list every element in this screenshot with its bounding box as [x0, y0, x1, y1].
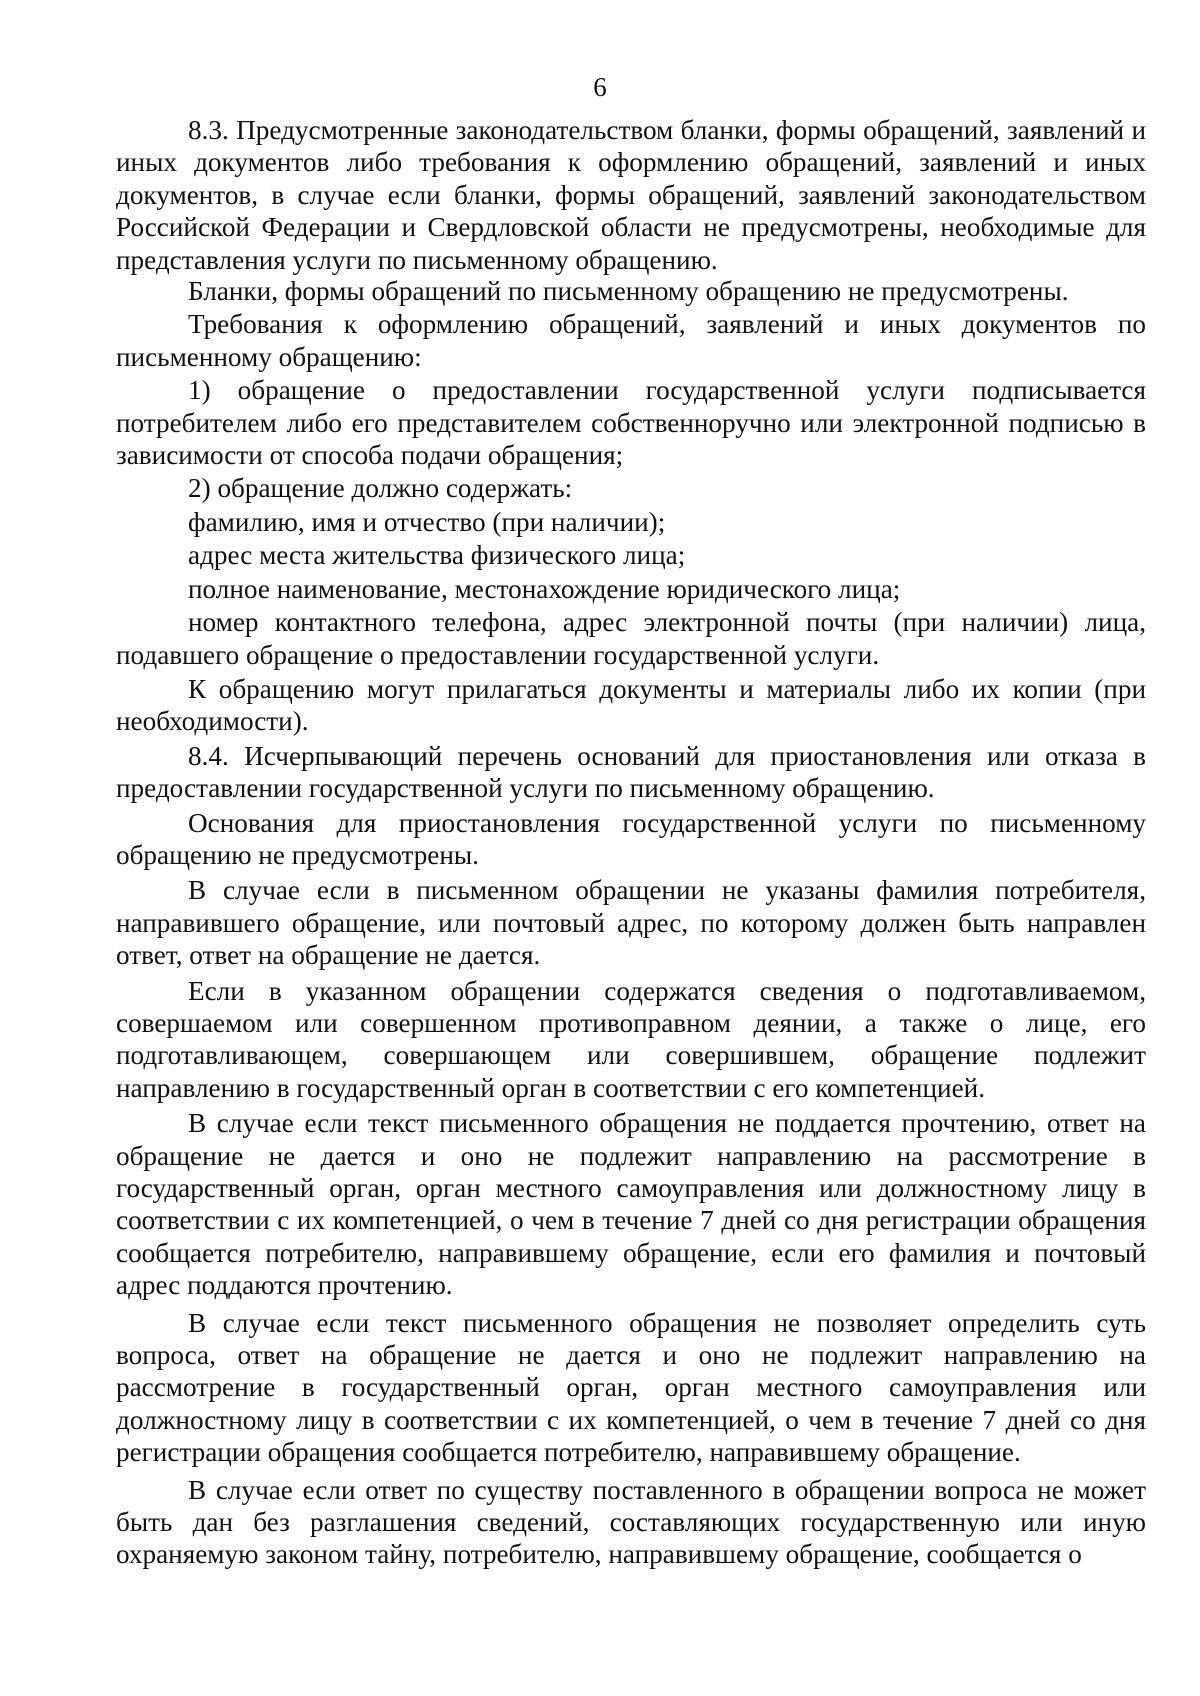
paragraph-8-4: 8.4. Исчерпывающий перечень оснований для приостановления или отказа в предоставлении государственной услуги по письменному обращению.	[116, 740, 1146, 804]
paragraph-unreadable: В случае если текст письменного обращения не поддается прочтению, ответ на обращение не дается и оно не подлежит направлению на рассмотрение в государственный орган, орган местного самоуправления или должностному лицу в соответствии с их компетенцией, о чем в течение 7 дней со дня регистрации обращения сообщается потребителю, направившему обращение, если его фамилия и почтовый адрес поддаются прочтению.	[116, 1108, 1146, 1301]
list-item-signature: 1) обращение о предоставлении государственной услуги подписывается потребителем либо его представителем собственноручно или электронной подписью в зависимости от способа подачи обращения;	[116, 375, 1146, 471]
paragraph-requirements: Требования к оформлению обращений, заявлений и иных документов по письменному обращению:	[116, 309, 1146, 372]
paragraph-8-3: 8.3. Предусмотренные законодательством бланки, формы обращений, заявлений и иных документов либо требования к оформлению обращений, заявлений и иных документов, в случае если бланки, формы обращений, заявлений законодательством Российской Федерации и Свердловской области не предусмотрены, необходимые для представления услуги по письменному обращению.	[116, 115, 1146, 275]
list-item-name: фамилию, имя и отчество (при наличии);	[188, 506, 666, 537]
paragraph-essence-unclear: В случае если текст письменного обращения не позволяет определить суть вопроса, ответ на обращение не дается и оно не подлежит направлению на рассмотрение в государственный орган, орган местного самоуправления или должностному лицу в соответствии с их компетенцией, о чем в течение 7 дней со дня регистрации обращения сообщается потребителю, направившему обращение.	[116, 1307, 1146, 1468]
page-number: 6	[593, 72, 607, 102]
list-item-contacts: номер контактного телефона, адрес электронной почты (при наличии) лица, подавшего обращение о предоставлении государственной услуги.	[116, 607, 1146, 670]
list-item-contents: 2) обращение должно содержать:	[188, 473, 573, 504]
list-item-legal-entity: полное наименование, местонахождение юридического лица;	[188, 573, 901, 604]
document-body	[116, 114, 1146, 1571]
list-item-address: адрес места жительства физического лица;	[188, 540, 686, 571]
paragraph-attachments: К обращению могут прилагаться документы и материалы либо их копии (при необходимости).	[116, 673, 1146, 737]
paragraph-secret: В случае если ответ по существу поставленного в обращении вопроса не может быть дан без разглашения сведений, составляющих государственную или иную охраняемую законом тайну, потребителю, направившему обращение, сообщается о	[116, 1474, 1146, 1570]
paragraph-no-surname: В случае если в письменном обращении не указаны фамилия потребителя, направившего обращение, или почтовый адрес, по которому должен быть направлен ответ, ответ на обращение не дается.	[116, 875, 1146, 971]
paragraph-unlawful-act: Если в указанном обращении содержатся сведения о подготавливаемом, совершаемом или совершенном противоправном деянии, а также о лице, его подготавливающем, совершающем или совершившем, обращение подлежит направлению в государственный орган в соответствии с его компетенцией.	[116, 975, 1146, 1103]
paragraph-suspension: Основания для приостановления государственной услуги по письменному обращению не предусмотрены.	[116, 807, 1146, 870]
paragraph-blanks: Бланки, формы обращений по письменному обращению не предусмотрены.	[188, 276, 1069, 307]
